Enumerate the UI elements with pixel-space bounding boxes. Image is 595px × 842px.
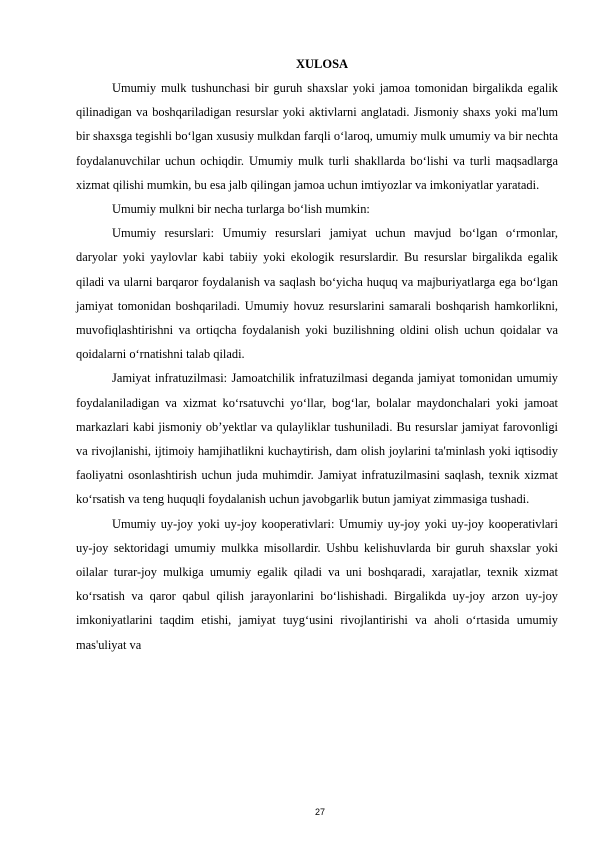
paragraph-housing-cooperatives: Umumiy uy-joy yoki uy-joy kooperativlari: Umumiy uy-joy yoki uy-joy kooperativlari uy-joy sektoridagi umumiy mulkka misollardir. Ushbu kelishuvlarda bir guruh shaxslar yoki oilalar turar-joy mulkiga umumiy egalik qiladi va uni boshqaradi, xarajatlar, texnik xizmat ko‘rsatish va qaror qabul qilish jarayonlarini bo‘lishishadi. Birgalikda uy-joy arzon uy-joy imkoniyatlarini taqdim etishi, jamiyat tuyg‘usini rivojlantirishi va aholi o‘rtasida umumiy mas'uliyat va <box>76 516 558 652</box>
paragraph-community-infrastructure: Jamiyat infratuzilmasi: Jamoatchilik infratuzilmasi deganda jamiyat tomonidan umumiy foydalaniladigan va xizmat ko‘rsatuvchi yo‘llar, bog‘lar, bolalar maydonchalari yoki jamoat markazlari kabi jismoniy ob’yektlar va qulayliklar tushuniladi. Bu resurslar jamiyat farovonligi va rivojlanishi, ijtimoiy hamjihatlikni kuchaytirish, dam olish joylarini ta'minlash yoki iqtisodiy faoliyatni osonlashtirish uchun juda muhimdir. Jamiyat infratuzilmasini saqlash, texnik xizmat ko‘rsatish va teng huquqli foydalanish uchun javobgarlik butun jamiyat zimmasiga tushadi. <box>76 371 558 507</box>
document-page <box>76 52 558 657</box>
paragraph-types-lead: Umumiy mulkni bir necha turlarga bo‘lish mumkin: <box>112 202 370 217</box>
paragraph-intro: Umumiy mulk tushunchasi bir guruh shaxslar yoki jamoa tomonidan birgalikda egalik qilinadigan va boshqariladigan resurslar yoki aktivlarni anglatadi. Jismoniy shaxs yoki ma'lum bir shaxsga tegishli bo‘lgan xususiy mulkdan farqli o‘laroq, umumiy mulk umumiy va bir nechta foydalanuvchilar uchun ochiqdir. Umumiy mulk turli shakllarda bo‘lishi va turli maqsadlarga xizmat qilishi mumkin, bu esa jalb qilingan jamoa uchun imtiyozlar va imkoniyatlar yaratadi. <box>76 81 558 192</box>
paragraph-common-resources: Umumiy resurslari: Umumiy resurslari jamiyat uchun mavjud bo‘lgan o‘rmonlar, daryolar yoki yaylovlar kabi tabiiy yoki ekologik resurslardir. Bu resurslar birgalikda egalik qiladi va ularni barqaror foydalanish va saqlash bo‘yicha huquq va majburiyatlarga ega bo‘lgan jamiyat tomonidan boshqariladi. Umumiy hovuz resurslarini samarali boshqarish hamkorlikni, muvofiqlashtirishni va ortiqcha foydalanish yoki buzilishning oldini olish uchun qoidalar va qoidalarni o‘rnatishni talab qiladi. <box>76 226 558 362</box>
section-title: XULOSA <box>295 57 349 71</box>
page-number: 27 <box>314 807 325 817</box>
